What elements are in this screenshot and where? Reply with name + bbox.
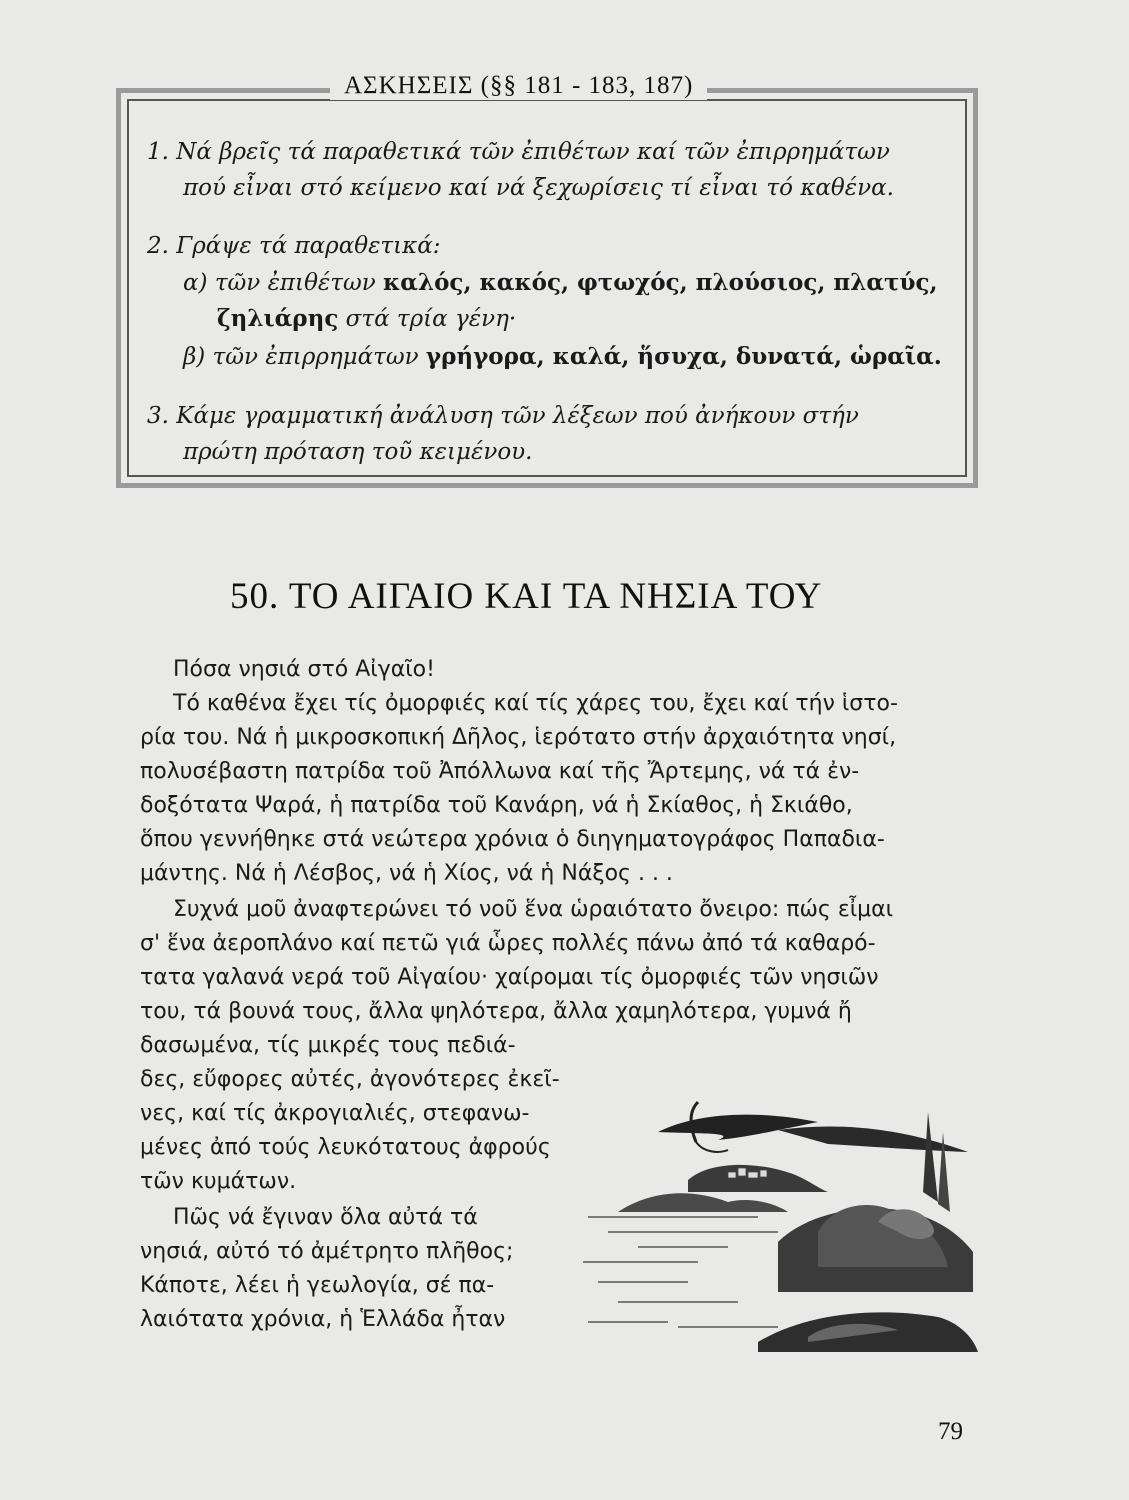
text-line: σ' ἕνα ἀεροπλάνο καί πετῶ γιά ὧρες πολλές πάνω ἀπό τά καθαρό- [140, 931, 876, 956]
exercise-2-a-line [183, 268, 1129, 298]
exercise-2-b-prefix: β) τῶν ἐπιρρημάτων [183, 344, 419, 370]
text-line: πολυσέβαστη πατρίδα τοῦ Ἀπόλλωνα καί τῆς Ἄρτεμης, νά τά ἐν- [140, 759, 860, 784]
exercises-title: ΑΣΚΗΣΕΙΣ (§§ 181 - 183, 187) [330, 72, 707, 100]
chapter-title: 50. ΤΟ ΑΙΓΑΙΟ ΚΑΙ ΤΑ ΝΗΣΙΑ ΤΟΥ [230, 576, 823, 617]
text-line: Συχνά μοῦ ἀναφτερώνει τό νοῦ ἕνα ὡραιότατο ὄνειρο: πώς εἶμαι [173, 897, 894, 922]
exercise-3-number: 3. [147, 403, 169, 429]
exercise-2-b-words: γρήγορα, καλά, ἥσυχα, δυνατά, ὡραῖα. [425, 343, 942, 370]
exercise-2-text-1: Γράψε τά παραθετικά: [176, 233, 441, 259]
text-line: Πῶς νά ἔγιναν ὅλα αὐτά τά [173, 1205, 478, 1230]
exercise-2-a-words: καλός, κακός, φτωχός, πλούσιος, πλατύς, [383, 269, 938, 296]
text-line: μάντης. Νά ἡ Λέσβος, νά ἡ Χίος, νά ἡ Νάξος . . . [140, 861, 673, 886]
page-number: 79 [938, 1418, 963, 1445]
text-line: μένες ἀπό τούς λευκότατους ἀφρούς [140, 1135, 551, 1160]
exercise-2-a-line-2 [217, 304, 1129, 334]
text-line: τῶν κυμάτων. [140, 1169, 297, 1194]
text-line: δασωμένα, τίς μικρές τους πεδιά- [140, 1033, 516, 1058]
text-line: δες, εὔφορες αὐτές, ἀγονότερες ἐκεῖ- [140, 1067, 560, 1092]
exercise-3-line-2: πρώτη πρόταση τοῦ κειμένου. [183, 439, 533, 465]
text-line: νες, καί τίς ἀκρογιαλιές, στεφανω- [140, 1101, 530, 1126]
exercise-3-line-1 [147, 401, 1107, 431]
text-line: νησιά, αὐτό τό ἀμέτρητο πλῆθος; [140, 1239, 514, 1264]
exercise-1-line-2: πού εἶναι στό κείμενο καί νά ξεχωρίσεις τί εἶναι τό καθένα. [183, 175, 894, 201]
exercise-2-number: 2. [147, 233, 169, 259]
text-line: δοξότατα Ψαρά, ἡ πατρίδα τοῦ Κανάρη, νά ἡ Σκίαθος, ἡ Σκιάθο, [140, 793, 853, 818]
exercise-2-a-words-2: ζηλιάρης [217, 305, 339, 332]
exercise-1-number: 1. [147, 139, 169, 165]
text-line: λαιότατα χρόνια, ἡ Ἑλλάδα ἦταν [140, 1307, 506, 1332]
exercise-1-text-1: Νά βρεῖς τά παραθετικά τῶν ἐπιθέτων καί τῶν ἐπιρρημάτων [176, 139, 890, 165]
text-line: ρία του. Νά ἡ μικροσκοπική Δῆλος, ἱερότατο στήν ἀρχαιότητα νησί, [140, 725, 897, 750]
text-line: του, τά βουνά τους, ἄλλα ψηλότερα, ἄλλα χαμηλότερα, γυμνά ἤ [140, 999, 852, 1024]
exercise-2-a-suffix: στά τρία γένη· [345, 306, 517, 332]
text-line: ὅπου γεννήθηκε στά νεώτερα χρόνια ὁ διηγηματογράφος Παπαδια- [140, 827, 885, 852]
exercise-1-line-1 [147, 137, 1107, 167]
exercise-3-text-1: Κάμε γραμματική ἀνάλυση τῶν λέξεων πού ἀνήκουν στήν [176, 403, 859, 429]
text-line: Πόσα νησιά στό Αἰγαῖο! [173, 657, 435, 682]
exercise-2-a-prefix: α) τῶν ἐπιθέτων [183, 270, 376, 296]
exercise-2-line-1 [147, 231, 1107, 261]
text-line: τατα γαλανά νερά τοῦ Αἰγαίου· χαίρομαι τίς ὀμορφιές τῶν νησιῶν [140, 965, 879, 990]
aegean-islands-illustration [578, 1092, 978, 1362]
exercise-2-b-line [183, 342, 1129, 372]
text-line: Κάποτε, λέει ἡ γεωλογία, σέ πα- [140, 1273, 495, 1298]
text-line: Τό καθένα ἔχει τίς ὀμορφιές καί τίς χάρες του, ἔχει καί τήν ἱστο- [173, 691, 898, 716]
